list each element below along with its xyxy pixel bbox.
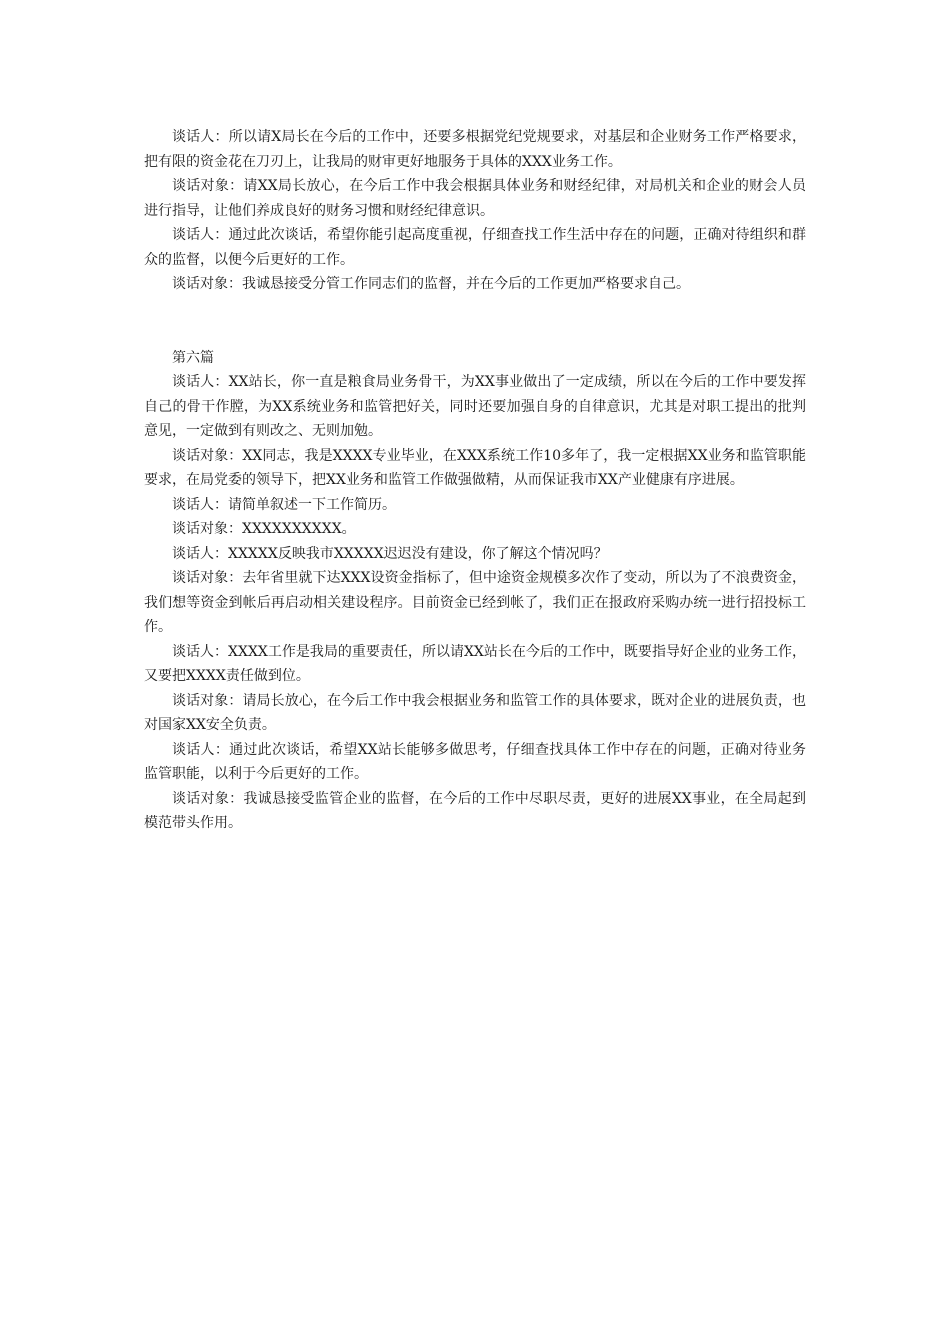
paragraph: 谈话人：XXXXX反映我市XXXXX迟迟没有建设，你了解这个情况吗？: [172, 545, 608, 562]
paragraph: 谈话对象：请XX局长放心，在今后工作中我会根据具体业务和财经纪律，对局机关和企业的财会人员进行指导，让他们养成良好的财务习惯和财经纪律意识。: [144, 178, 806, 219]
paragraph: 谈话人：通过此次谈话，希望XX站长能够多做思考，仔细查找具体工作中存在的问题，正确对待业务监管职能，以利于今后更好的工作。: [144, 741, 806, 782]
paragraph: 谈话人：通过此次谈话，希望你能引起高度重视，仔细查找工作生活中存在的问题，正确对待组织和群众的监督，以便今后更好的工作。: [144, 227, 806, 268]
paragraph: 谈话人：请简单叙述一下工作简历。: [172, 496, 396, 513]
paragraph: 谈话对象：我诚恳接受监管企业的监督，在今后的工作中尽职尽责，更好的进展XX事业，在全局起到模范带头作用。: [144, 790, 806, 831]
paragraph: 谈话人：XXXX工作是我局的重要责任，所以请XX站长在今后的工作中，既要指导好企业的业务工作，又要把XXXX责任做到位。: [144, 643, 806, 684]
paragraph: 谈话对象：XXXXXXXXXX。: [172, 521, 356, 537]
section-spacer: [144, 297, 806, 346]
paragraph: 谈话对象：请局长放心，在今后工作中我会根据业务和监管工作的具体要求，既对企业的进展负责，也对国家XX安全负责。: [144, 692, 806, 733]
paragraph: 谈话对象：去年省里就下达XXX设资金指标了，但中途资金规模多次作了变动，所以为了不浪费资金，我们想等资金到帐后再启动相关建设程序。目前资金已经到帐了，我们正在报政府采购办统一进行招投标工作。: [144, 570, 806, 635]
paragraph: 谈话人：XX站长，你一直是粮食局业务骨干，为XX事业做出了一定成绩，所以在今后的工作中要发挥自己的骨干作膛，为XX系统业务和监管把好关，同时还要加强自身的自律意识，尤其是对职工提出的批判意见，一定做到有则改之、无则加勉。: [144, 374, 806, 439]
paragraph: 谈话对象：我诚恳接受分管工作同志们的监督，并在今后的工作更加严格要求自己。: [172, 276, 690, 292]
section-heading: 第六篇: [172, 349, 214, 366]
document-body: [144, 125, 806, 836]
paragraph: 谈话对象：XX同志，我是XXXX专业毕业，在XXX系统工作10多年了，我一定根据XX业务和监管职能要求，在局党委的领导下，把XX业务和监管工作做强做精，从而保证我市XX产业健康有序进展。: [144, 447, 806, 488]
paragraph: 谈话人：所以请X局长在今后的工作中，还要多根据党纪党规要求，对基层和企业财务工作严格要求，把有限的资金花在刀刃上，让我局的财审更好地服务于具体的XXX业务工作。: [144, 129, 806, 170]
